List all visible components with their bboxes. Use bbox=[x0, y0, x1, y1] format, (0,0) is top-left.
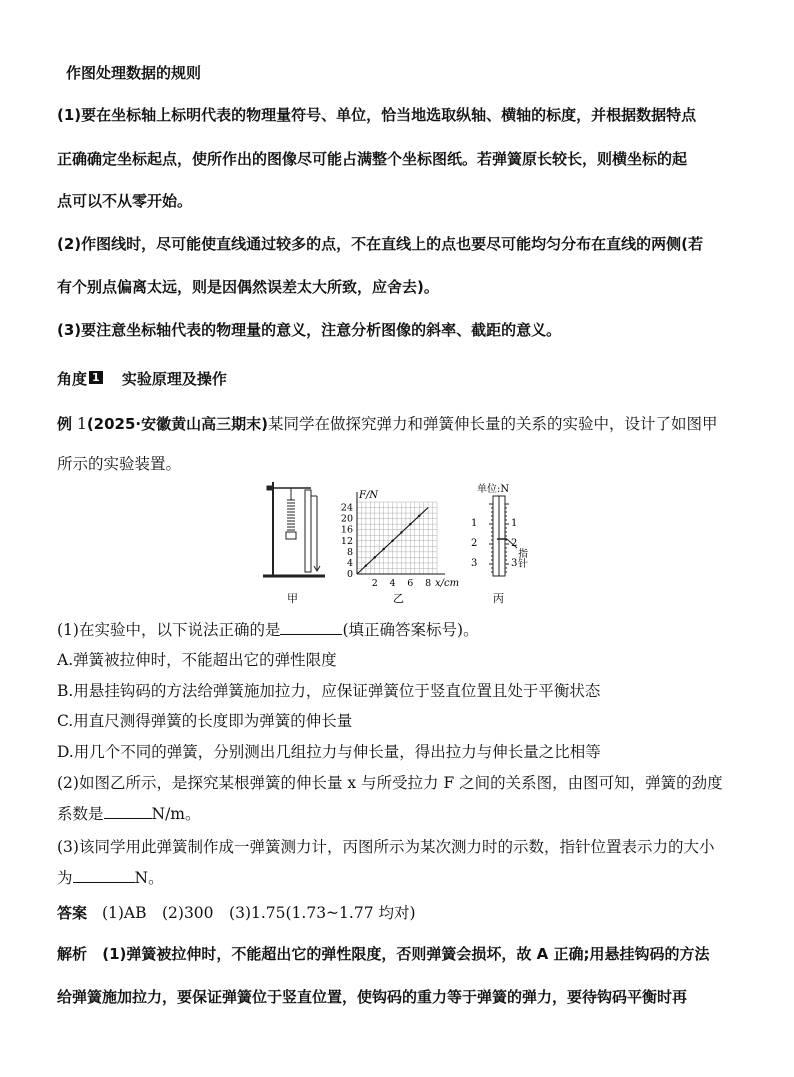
figure-svg bbox=[255, 478, 555, 608]
q1-text-post: (填正确答案标号)。 bbox=[342, 621, 479, 639]
answer-text: (1)AB (2)300 (3)1.75(1.73~1.77 均对) bbox=[101, 904, 416, 922]
data-point bbox=[400, 531, 402, 533]
angle-label: 角度 bbox=[57, 370, 88, 388]
question-3-line-a: (3)该同学用此弹簧制作成一弹簧测力计，丙图所示为某次测力时的示数，指针位置表示力的大小 bbox=[57, 838, 715, 856]
scale-unit-label: 单位:N bbox=[477, 484, 510, 495]
q3-answer-blank[interactable] bbox=[73, 868, 135, 883]
q3-text-pre: 为 bbox=[57, 869, 73, 887]
example-text-a: 某同学在做探究弹力和弹簧伸长量的关系的实验中，设计了如图甲 bbox=[268, 415, 718, 433]
answer-line bbox=[57, 901, 416, 923]
rule-1-line-a: (1)要在坐标轴上标明代表的物理量符号、单位，恰当地选取纵轴、横轴的标度，并根据数据特点 bbox=[57, 106, 697, 124]
pointer-label: 指针 bbox=[515, 548, 527, 568]
data-point bbox=[374, 556, 376, 558]
angle-title: 实验原理及操作 bbox=[121, 370, 227, 388]
example-line-b: 所示的实验装置。 bbox=[57, 455, 182, 473]
y-tick-label: 20 bbox=[340, 513, 353, 525]
scale-right-1: 1 bbox=[511, 518, 518, 529]
option-b: B.用悬挂钩码的方法给弹簧施加拉力，应保证弹簧位于竖直位置且处于平衡状态 bbox=[57, 682, 601, 700]
q1-answer-blank[interactable] bbox=[280, 620, 342, 635]
question-2-line-a: (2)如图乙所示，是探究某根弹簧的伸长量 x 与所受拉力 F 之间的关系图，由图可知，弹簧的劲度 bbox=[57, 774, 723, 792]
q2-text-pre: 系数是 bbox=[57, 805, 104, 823]
analysis-line-b: 给弹簧施加拉力，要保证弹簧位于竖直位置，使钩码的重力等于弹簧的弹力，要待钩码平衡时再 bbox=[57, 988, 688, 1006]
rule-3: (3)要注意坐标轴代表的物理量的意义，注意分析图像的斜率、截距的意义。 bbox=[57, 321, 562, 339]
y-tick-label: 24 bbox=[340, 502, 353, 514]
graph-yi bbox=[341, 490, 459, 589]
option-a: A.弹簧被拉伸时，不能超出它的弹性限度 bbox=[57, 651, 337, 669]
data-point bbox=[365, 564, 367, 566]
label-jia: 甲 bbox=[287, 592, 298, 605]
scale-left-2: 2 bbox=[471, 538, 478, 549]
angle-heading bbox=[57, 368, 227, 389]
q1-text-pre: (1)在实验中，以下说法正确的是 bbox=[57, 621, 281, 639]
example-label: 例 bbox=[57, 415, 73, 433]
y-tick-label: 12 bbox=[340, 535, 353, 547]
scale-right-2: 2 bbox=[511, 538, 518, 549]
scale-left-3: 3 bbox=[471, 558, 478, 569]
label-yi: 乙 bbox=[393, 592, 404, 605]
question-2-line-b bbox=[57, 802, 201, 824]
q2-answer-blank[interactable] bbox=[104, 804, 152, 819]
rule-2-line-a: (2)作图线时，尽可能使直线通过较多的点，不在直线上的点也要尽可能均匀分布在直线的两侧(若 bbox=[57, 235, 704, 253]
question-1 bbox=[57, 618, 479, 640]
data-point bbox=[409, 523, 411, 525]
analysis-text-a: (1)弹簧被拉伸时，不能超出它的弹性限度，否则弹簧会损坏，故 A 正确;用悬挂钩码的方法 bbox=[102, 945, 710, 963]
x-tick-label: 2 bbox=[371, 578, 378, 589]
data-point bbox=[382, 548, 384, 550]
example-number: 1 bbox=[76, 415, 87, 433]
q2-text-post: N/m。 bbox=[151, 805, 201, 823]
q3-text-post: N。 bbox=[134, 869, 164, 887]
label-bing: 丙 bbox=[493, 592, 504, 605]
y-tick-label: 8 bbox=[346, 546, 353, 558]
example-source: (2025·安徽黄山高三期末) bbox=[86, 415, 268, 433]
scale-left-1: 1 bbox=[471, 518, 478, 529]
experiment-figure bbox=[255, 478, 555, 608]
x-tick-label: 8 bbox=[425, 578, 432, 589]
example-line-a bbox=[57, 412, 718, 434]
rule-1-line-c: 点可以不从零开始。 bbox=[57, 192, 193, 210]
y-tick-label: 4 bbox=[346, 557, 353, 569]
rules-title: 作图处理数据的规则 bbox=[66, 64, 202, 82]
x-tick-label: 4 bbox=[389, 578, 396, 589]
data-point bbox=[391, 540, 393, 542]
apparatus-jia bbox=[263, 482, 325, 576]
x-axis-label: x/cm bbox=[435, 578, 460, 589]
question-3-line-b bbox=[57, 866, 164, 888]
y-tick-label: 16 bbox=[340, 524, 353, 536]
analysis-label: 解析 bbox=[57, 945, 88, 963]
x-tick-label: 6 bbox=[407, 578, 414, 589]
option-d: D.用几个不同的弹簧，分别测出几组拉力与伸长量，得出拉力与伸长量之比相等 bbox=[57, 743, 601, 761]
scale-right-3: 3 bbox=[511, 558, 518, 569]
answer-label: 答案 bbox=[57, 904, 88, 922]
angle-number-badge: 1 bbox=[89, 371, 103, 384]
y-axis-label: F/N bbox=[359, 490, 379, 501]
option-c: C.用直尺测得弹簧的长度即为弹簧的伸长量 bbox=[57, 712, 353, 730]
y-tick-label: 0 bbox=[346, 569, 353, 580]
rule-2-line-b: 有个别点偏离太远，则是因偶然误差太大所致，应舍去)。 bbox=[57, 278, 439, 296]
rule-1-line-b: 正确确定坐标起点，使所作出的图像尽可能占满整个坐标图纸。若弹簧原长较长，则横坐标的起 bbox=[57, 150, 688, 168]
analysis-line-a bbox=[57, 943, 709, 964]
data-point bbox=[418, 515, 420, 517]
